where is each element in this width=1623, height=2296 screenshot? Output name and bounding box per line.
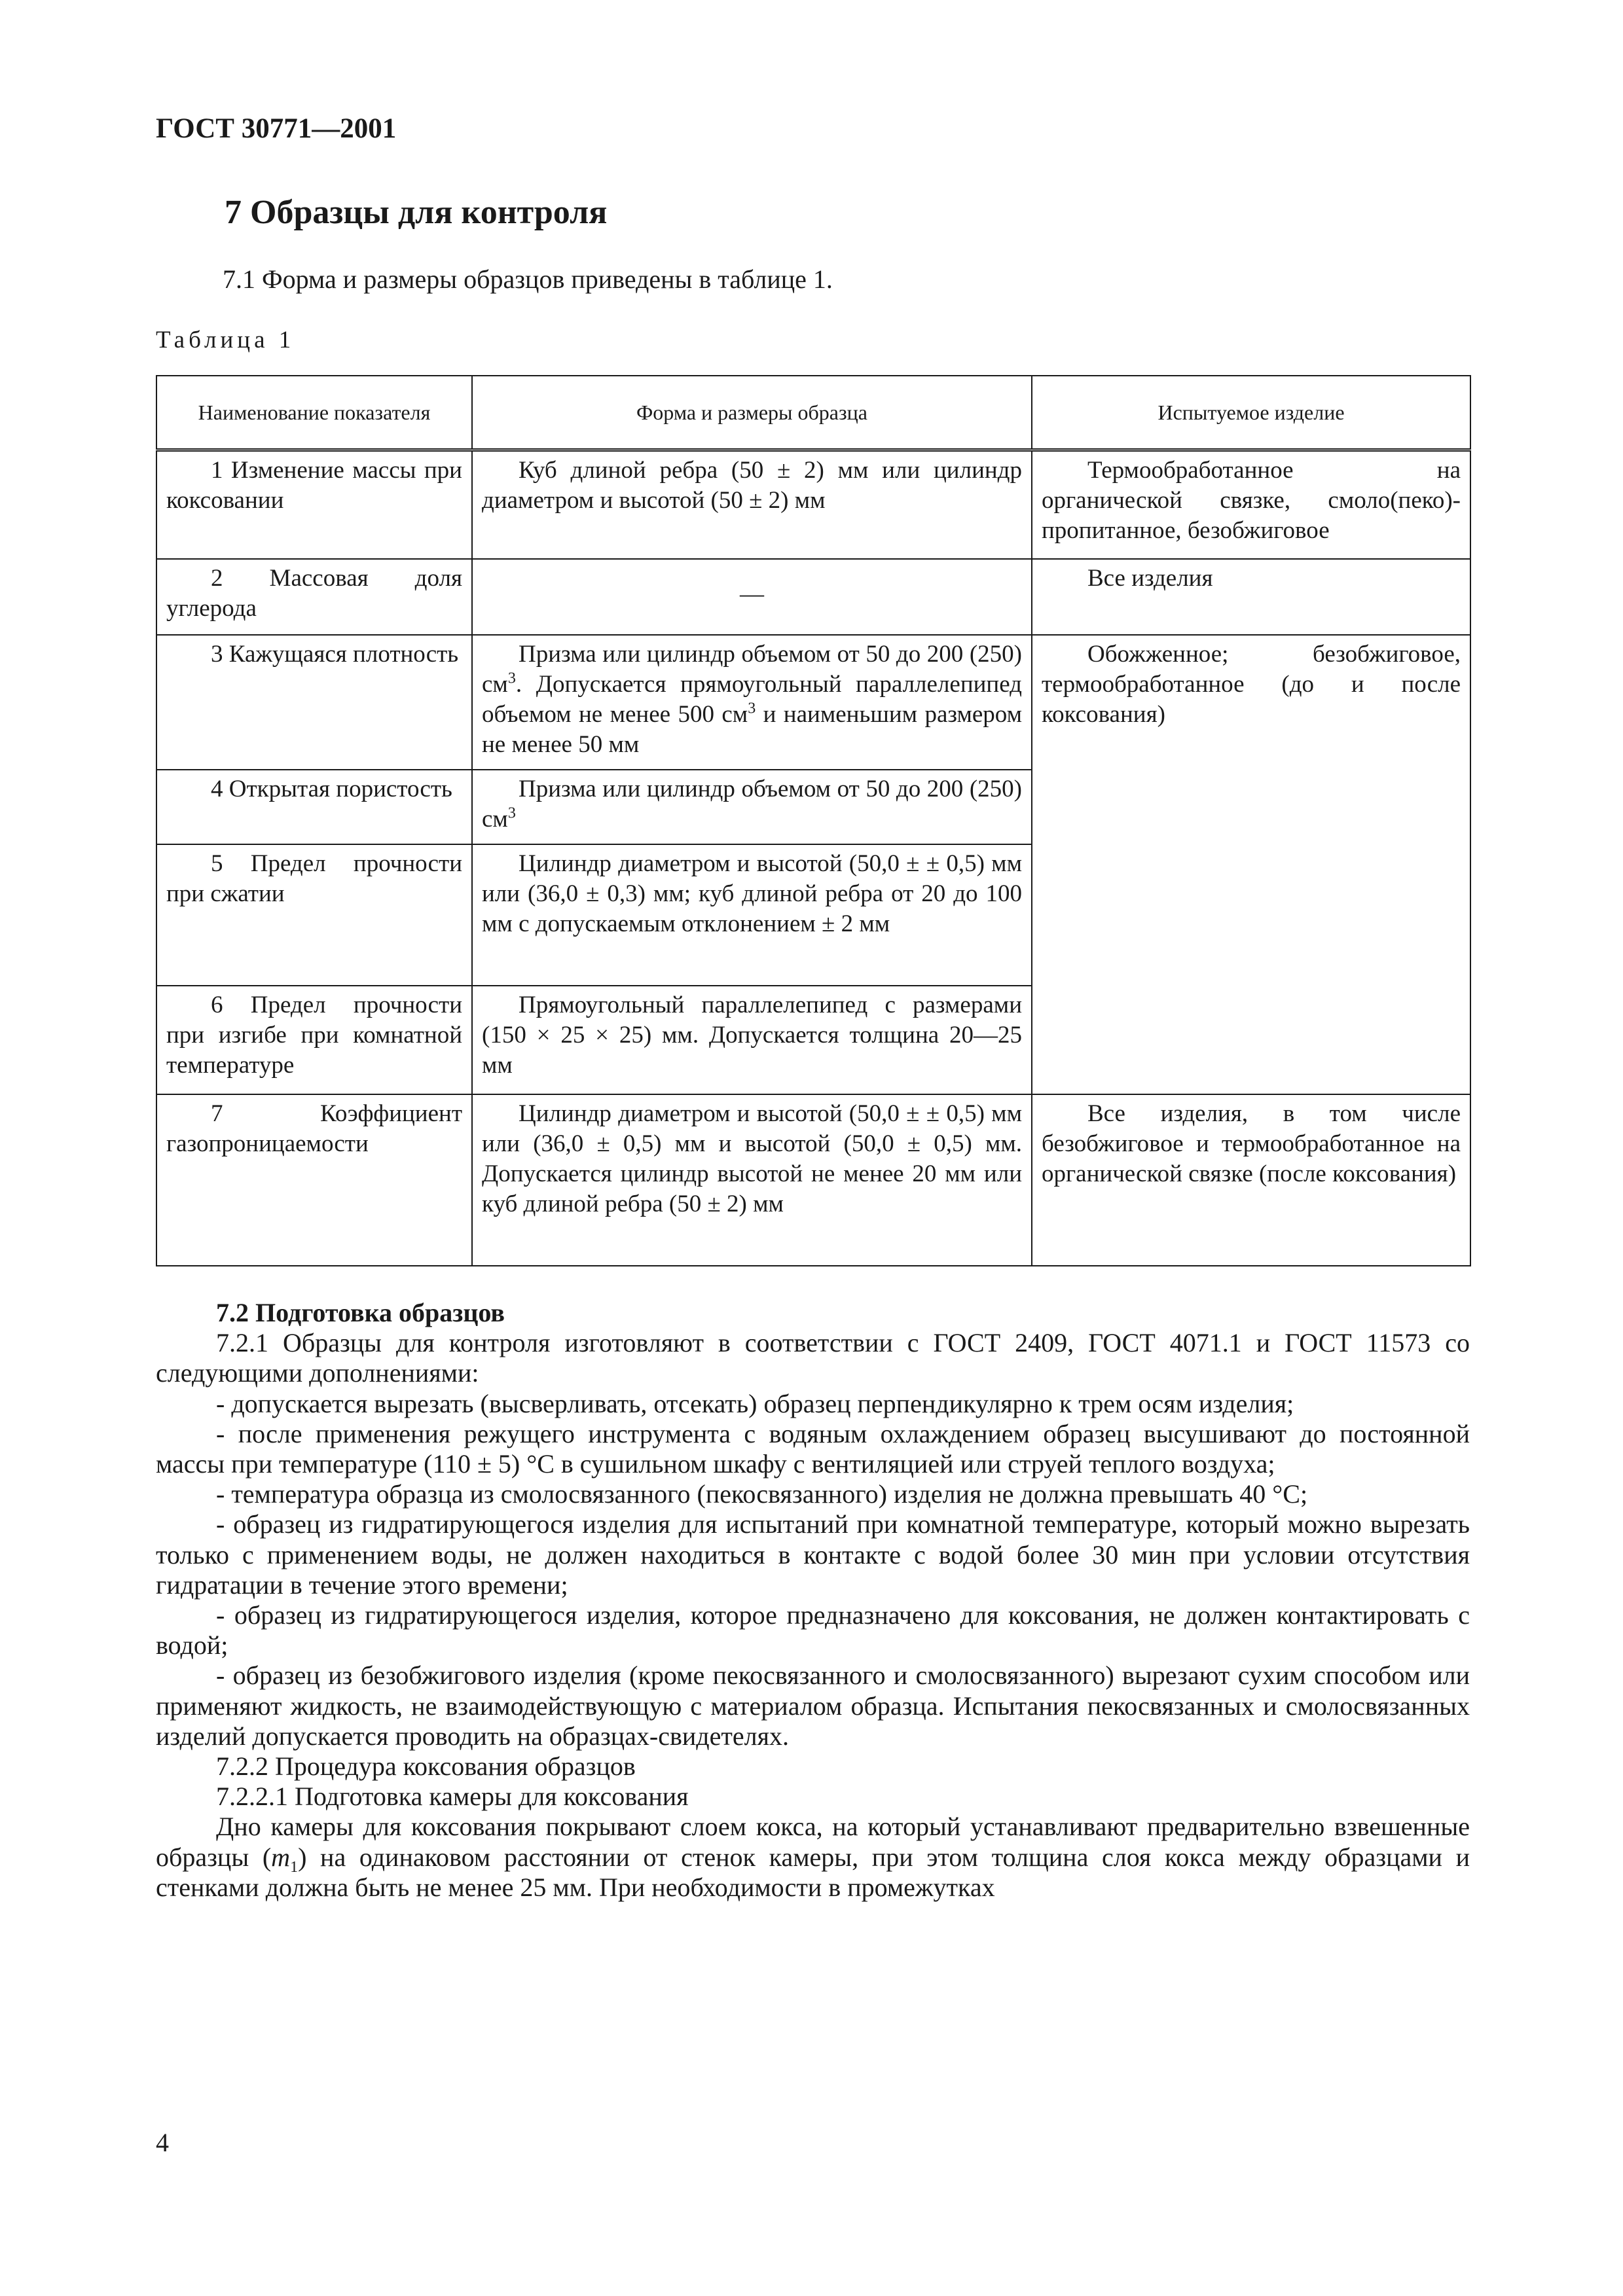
indicator-name: 4 Открытая пористость bbox=[156, 770, 472, 844]
indicator-name: 1 Изменение массы при коксовании bbox=[156, 450, 472, 559]
document-header: ГОСТ 30771—2001 bbox=[156, 113, 397, 144]
paragraph: 7.2.2 Процедура коксования образцов bbox=[216, 1751, 636, 1782]
tested-product: Обожженное; безобжиговое, термообработанное (до и после коксования) bbox=[1032, 635, 1470, 1094]
section-title: 7 Образцы для контроля bbox=[225, 194, 608, 231]
list-item: - температура образца из смолосвязанного (пекосвязанного) изделия не должна превышать 40 °С; bbox=[216, 1479, 1308, 1509]
list-item: - образец из гидратирующегося изделия для испытаний при комнатной температуре, который можно вырезать только с применением воды, не должен находиться в контакте с водой более 30 мин при условии отсутствия гидратации в течение этого времени; bbox=[156, 1509, 1470, 1600]
tested-product: Все изделия bbox=[1032, 559, 1470, 635]
table-label: Таблица 1 bbox=[156, 327, 295, 353]
indicator-name: 7 Коэффициент газопроницаемости bbox=[156, 1094, 472, 1266]
body-text bbox=[156, 1298, 1470, 1903]
indicator-name: 5 Предел прочности при сжатии bbox=[156, 844, 472, 986]
table-row bbox=[156, 635, 1470, 770]
specimen-form: Цилиндр диаметром и высотой (50,0 ± ± 0,5) мм или (36,0 ± 0,5) мм и высотой (50,0 ± 0,5) мм. Допускается цилиндр высотой не менее 20 мм или куб длиной ребра (50 ± 2) мм bbox=[472, 1094, 1032, 1266]
column-header: Испытуемое изделие bbox=[1032, 376, 1470, 450]
subsection-heading: 7.2 Подготовка образцов bbox=[216, 1298, 505, 1327]
column-header: Наименование показателя bbox=[156, 376, 472, 450]
tested-product: Все изделия, в том числе безобжиговое и термообработанное на органической связке (после коксования) bbox=[1032, 1094, 1470, 1266]
specimen-form: Призма или цилиндр объемом от 50 до 200 (250) $см^3$ bbox=[472, 770, 1032, 844]
list-item: - после применения режущего инструмента с водяным охлаждением образец высушивают до постоянной массы при температуре (110 ± 5) °С в сушильном шкафу с вентиляцией или струей теплого воздуха; bbox=[156, 1418, 1470, 1479]
intro-paragraph: 7.1 Форма и размеры образцов приведены в таблице 1. bbox=[223, 264, 833, 294]
specimen-table bbox=[156, 375, 1471, 1266]
specimen-form: Цилиндр диаметром и высотой (50,0 ± ± 0,5) мм или (36,0 ± 0,3) мм; куб длиной ребра от 20 до 100 мм с допускаемым отклонением ± 2 мм bbox=[472, 844, 1032, 986]
paragraph: Дно камеры для коксования покрывают слоем кокса, на который устанавливают предварительно взвешенные образцы $(m_1)$ на одинаковом расстоянии от стенок камеры, при этом толщина слоя кокса между образцами и стенками должна быть не менее 25 мм. При необходимости в промежутках bbox=[156, 1812, 1470, 1902]
specimen-form: Куб длиной ребра (50 ± 2) мм или цилиндр диаметром и высотой (50 ± 2) мм bbox=[472, 450, 1032, 559]
indicator-name: 2 Массовая доля углерода bbox=[156, 559, 472, 635]
indicator-name: 3 Кажущаяся плотность bbox=[156, 635, 472, 770]
indicator-name: 6 Предел прочности при изгибе при комнатной температуре bbox=[156, 986, 472, 1094]
list-item: - образец из гидратирующегося изделия, которое предназначено для коксования, не должен контактировать с водой; bbox=[156, 1600, 1470, 1660]
list-item: - допускается вырезать (высверливать, отсекать) образец перпендикулярно к трем осям изделия; bbox=[216, 1388, 1294, 1418]
page-number: 4 bbox=[156, 2128, 169, 2157]
paragraph: 7.2.1 Образцы для контроля изготовляют в соответствии с ГОСТ 2409, ГОСТ 4071.1 и ГОСТ 11573 со следующими дополнениями: bbox=[156, 1328, 1470, 1388]
table-header-row bbox=[156, 376, 1470, 450]
paragraph: 7.2.2.1 Подготовка камеры для коксования bbox=[216, 1782, 689, 1812]
specimen-form: — bbox=[472, 559, 1032, 635]
table-row bbox=[156, 559, 1470, 635]
table-row bbox=[156, 450, 1470, 559]
table-row bbox=[156, 1094, 1470, 1266]
specimen-form: Прямоугольный параллелепипед с размерами (150 × 25 × 25) мм. Допускается толщина 20—25 мм bbox=[472, 986, 1032, 1094]
list-item: - образец из безобжигового изделия (кроме пекосвязанного и смолосвязанного) вырезают сухим способом или применяют жидкость, не взаимодействующую с материалом образца. Испытания пекосвязанных и смолосвязанных изделий допускается проводить на образцах-свидетелях. bbox=[156, 1660, 1470, 1751]
specimen-form: Призма или цилиндр объемом от 50 до 200 (250) $см^3$. Допускается прямоугольный параллелепипед объемом не менее 500 $см^3$ и наименьшим размером не менее 50 мм bbox=[472, 635, 1032, 770]
tested-product: Термообработанное на органической связке, смоло(пеко)-пропитанное, безобжиговое bbox=[1032, 450, 1470, 559]
column-header: Форма и размеры образца bbox=[472, 376, 1032, 450]
